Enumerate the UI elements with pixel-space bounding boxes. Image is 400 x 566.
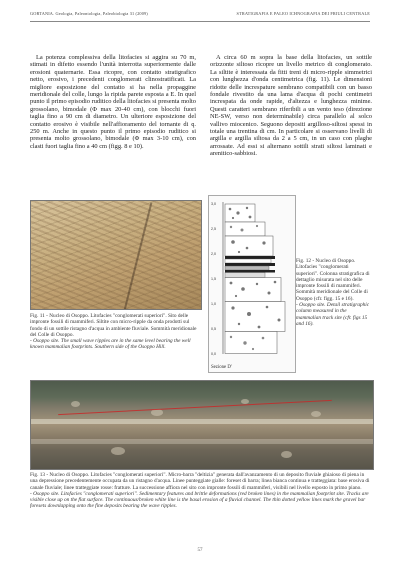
scale-label: 2,5 [211, 227, 216, 231]
scale-label: 3,0 [211, 202, 216, 206]
sediment-band [31, 439, 373, 444]
scale-label: 2,0 [211, 252, 216, 256]
fracture-line [122, 203, 153, 310]
pebble [281, 451, 292, 458]
stratigraphic-column-graphic [209, 196, 295, 372]
scale-label: 0,5 [211, 327, 216, 331]
fracture-line [59, 400, 332, 416]
sediment-band [31, 419, 373, 424]
scale-label: 1,0 [211, 302, 216, 306]
pebble [311, 411, 321, 417]
caption-italian: Fig. 12 - Nucleo di Osoppo. Litofacies "conglomerati superiori". Colonna stratigrafica di dettaglio misurata nel sito delle impronte fossili di mammiferi. Sommità meridionale del Colle di Osoppo (cfr. figg. 15 e 16). [296, 258, 370, 302]
running-head [30, 11, 370, 22]
caption-italian: Fig. 11 - Nucleo di Osoppo. Litofacies "conglomerati superiori". Sito delle impronte fossili di mammiferi. Siltite con micro-ripple da onda prodotti sul fondo di un sottile ristagno d'acqua in ambiente fluviale. Sommità meridionale del Colle di Osoppo. [30, 313, 197, 338]
caption-italian: Fig. 13 - Nucleo di Osoppo. Litofacies "conglomerati superiori". Micro-barra "deltizia" generata dall'avanzamento di un deposito fluviale ghiaioso di piena in una depressione precedentemente occupata da un ristagno d'acqua. Linee punteggiate gialle: foreset di barra; linea bianca continua e tratteggiata: base erosiva di canale fluviale; linee tratteggiate rosse: fratture. La successione affiora nel sito con impronte fossili di mammiferi, visibili nel livello esposto in primo piano. [30, 472, 370, 491]
section-label: Sezione D' [211, 365, 232, 370]
caption-english: - Osoppo site. The small wave ripples are in the same level bearing the well known mammalian footprints. Southern side of the Osoppo Hill. [30, 338, 191, 351]
running-head-right: STRATIGRAFIA E PALEO ICHNOGRAFIA DEI FRIULI CENTRALE [236, 11, 370, 16]
figure-12-caption [296, 258, 372, 327]
page-number: 57 [197, 548, 203, 553]
figure-13-photo [30, 380, 374, 470]
figure-11-caption [30, 313, 202, 351]
paragraph: A circa 60 m sopra la base della litofacies, un sottile orizzonte siltoso ricopre un livello metrico di conglomerato. La siltite è interessata da fitti treni di micro-ripple simmetrici con lunghezza d'onda centimetrica (fig. 11). Le dimensioni ridotte delle increspature sembrano compatibili con un basso fondale rivestito da una lama d'acqua di pochi centimetri increspata da onde rapide, d'altezza e lunghezza minime. Questi caratteri sembrano riferibili a un vento teso (direzione NE-SW, verso non determinabile) circa parallelo al solco vallivo miocenico. Seguono depositi argilloso-siltosi spessi in totale una trentina di cm. In particolare si osservano livelli di argilla e argilla siltosa da 2 a 5 cm, in un caso con plaghe arrossate. Ad essi si alternano sottili strati siltosi laminati e arenitico-sabbiosi. [210, 54, 372, 158]
caption-english: - Osoppo site. Detail stratigraphic column measured in the mammalian track site (cfr. figs 15 and 16). [296, 302, 370, 327]
pebble [111, 447, 125, 455]
scale-label: 0,0 [211, 352, 216, 356]
figure-11-photo [30, 200, 202, 310]
paragraph: La potenza complessiva della litofacies si aggira su 70 m, stimati in difetto essendo l'unità interrotta superiormente dalle erosioni quaternarie. Essa ricopre, con contatto stratigrafico netto, erosivo, i precedenti conglomerati clinostratificati. La migliore esposizione del contatto si ha nella propaggine meridionale del colle, lungo la ripida parete esposta a E. In quel punto il primo episodio ruditico della litofacies si presenta molto grossolano, bimodale (Φ max 20-40 cm), con blocchi fuori taglia fino a 90 cm di diametro. Un ulteriore esposizione del contatto erosivo è visibile nell'affioramento del tornante di q. 250 m. Anche in questo punto il primo episodio ruditico si presenta molto grossolano, bimodale (Φ max 3-10 cm), con clasti fuori taglia fino a 40 cm (figg. 8 e 10). [30, 54, 196, 150]
pebble [71, 401, 80, 407]
figure-12-stratigraphic-column [208, 195, 296, 373]
running-head-left: GORTANIA. Geologia, Paleontologia, Paleobiologia 31 (2009) [30, 11, 148, 16]
caption-english: - Osoppo site. Litofacies "conglomerati superiori". Sedimentary features and brittle deformations (red broken lines) in the mammalian footprint site. Tracks are visible close up on the flat surface. The continuous/broken white line is the basal erosion of a fluvial channel. The thin dotted yellow lines mark the gravel bar foresets downlapping onto the fine deposits bearing the wave ripples. [30, 490, 369, 510]
body-right-column [210, 54, 372, 158]
body-left-column [30, 54, 196, 150]
figure-13-caption [30, 472, 372, 510]
scale-label: 1,5 [211, 277, 216, 281]
